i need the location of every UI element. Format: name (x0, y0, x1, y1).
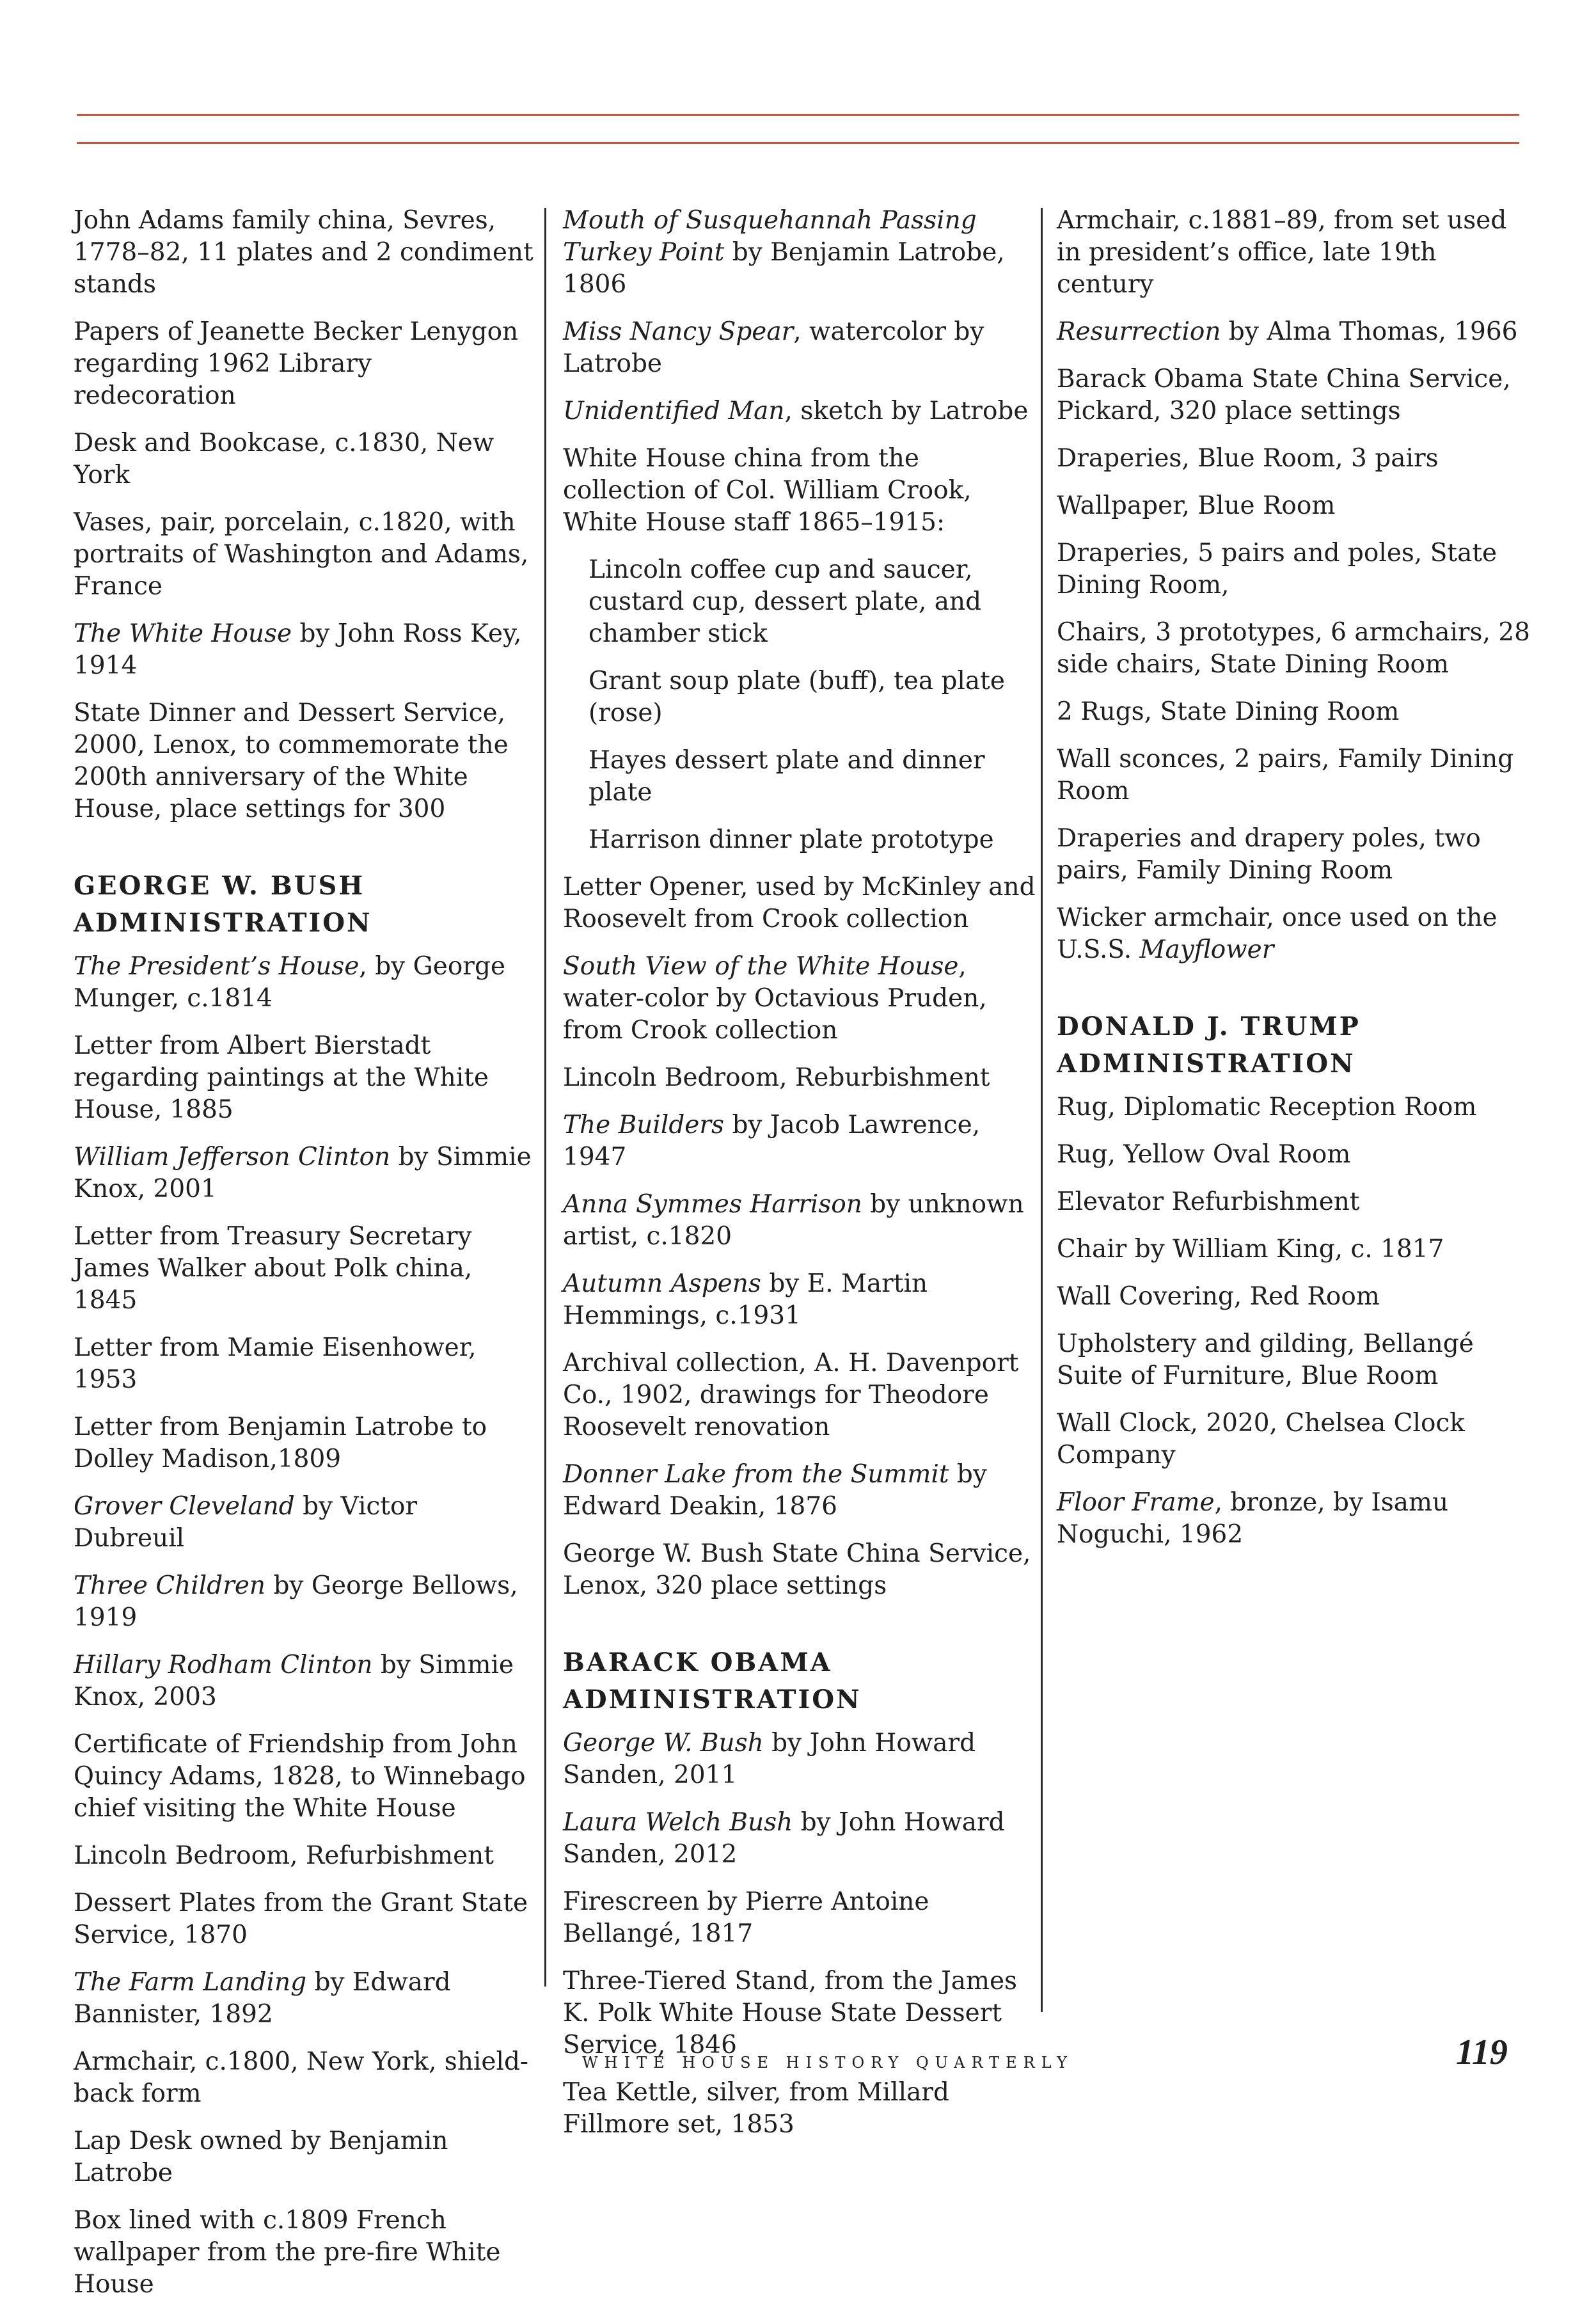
list-item (74, 2205, 534, 2301)
italic-title: Laura Welch Bush (563, 1808, 793, 1837)
italic-title: Anna Symmes Harrison (563, 1190, 862, 1219)
list-subitem (589, 554, 1036, 650)
list-item (74, 697, 534, 825)
list-item (563, 316, 1036, 380)
list-item (1057, 443, 1530, 475)
list-item (74, 1887, 534, 1951)
item-text: Draperies, 5 pairs and poles, State Dining Room, (1057, 539, 1497, 599)
list-item (74, 1221, 534, 1317)
item-text: John Adams family china, Sevres, 1778–82, 11 plates and 2 condiment stands (74, 206, 533, 299)
list-item (74, 1649, 534, 1713)
italic-title: William Jefferson Clinton (74, 1143, 391, 1171)
item-text: by Simmie Knox, 2001 (74, 1143, 532, 1203)
column-divider-1 (544, 208, 546, 1987)
list-item (563, 395, 1036, 427)
item-text: Wall Covering, Red Room (1057, 1282, 1380, 1311)
item-text: Chair by William King, c. 1817 (1057, 1235, 1444, 1264)
list-item (1057, 1408, 1530, 1471)
list-item (1057, 617, 1530, 681)
item-text: by E. Martin Hemmings, c.1931 (563, 1269, 928, 1330)
item-text: Papers of Jeanette Becker Lenygon regarding 1962 Library redecoration (74, 317, 519, 410)
list-item (563, 1189, 1036, 1253)
item-text: Letter from Albert Bierstadt regarding paintings at the White House, 1885 (74, 1031, 489, 1124)
list-subitem (589, 824, 1036, 856)
italic-title: The Farm Landing (74, 1968, 307, 1997)
item-text: Firescreen by Pierre Antoine Bellangé, 1817 (563, 1887, 929, 1948)
item-text: Armchair, c.1881–89, from set used in president’s office, late 19th century (1057, 206, 1507, 299)
item-text: Wall sconces, 2 pairs, Family Dining Room (1057, 745, 1514, 805)
item-text: Certificate of Friendship from John Quincy Adams, 1828, to Winnebago chief visiting the White House (74, 1730, 526, 1823)
page-number: 119 (1456, 2033, 1508, 2072)
list-item (563, 1727, 1036, 1791)
item-text: Upholstery and gilding, Bellangé Suite of Furniture, Blue Room (1057, 1329, 1474, 1390)
item-text: 2 Rugs, State Dining Room (1057, 697, 1400, 726)
item-text: Tea Kettle, silver, from Millard Fillmore set, 1853 (563, 2078, 949, 2139)
item-text: by John Ross Key, 1914 (74, 619, 522, 680)
list-subitem (589, 665, 1036, 729)
list-item (74, 507, 534, 603)
italic-title: South View of the White House (563, 952, 959, 981)
item-text: Dessert Plates from the Grant State Service, 1870 (74, 1889, 528, 1949)
list-item (1057, 1091, 1530, 1123)
item-text: by John Howard Sanden, 2012 (563, 1808, 1005, 1869)
italic-title: Autumn Aspens (563, 1269, 761, 1298)
list-item (74, 427, 534, 491)
item-text: , bronze, by Isamu Noguchi, 1962 (1057, 1488, 1449, 1549)
list-item (563, 1459, 1036, 1523)
italic-title: Hillary Rodham Clinton (74, 1651, 373, 1679)
item-text: by unknown artist, c.1820 (563, 1190, 1024, 1251)
italic-title: Floor Frame (1057, 1488, 1215, 1517)
list-item (1057, 823, 1530, 887)
list-item (74, 1030, 534, 1126)
list-item (1057, 1233, 1530, 1265)
item-text: Letter from Treasury Secretary James Walker about Polk china, 1845 (74, 1222, 473, 1315)
header-rule-top (77, 114, 1519, 116)
italic-title: Three Children (74, 1571, 266, 1600)
item-text: Lap Desk owned by Benjamin Latrobe (74, 2127, 448, 2187)
section-heading: BARACK OBAMA ADMINISTRATION (563, 1647, 862, 1715)
item-text: White House china from the collection of Col. William Crook, White House staff 1865–1915: (563, 444, 972, 537)
item-text: , watercolor by Latrobe (563, 317, 984, 378)
item-text: Chairs, 3 prototypes, 6 armchairs, 28 side chairs, State Dining Room (1057, 618, 1530, 679)
italic-title: Mayflower (1139, 935, 1274, 964)
item-text: Lincoln Bedroom, Refurbishment (74, 1841, 494, 1870)
list-item (74, 1332, 534, 1396)
item-text: Draperies and drapery poles, two pairs, Family Dining Room (1057, 824, 1481, 885)
list-subitem (589, 745, 1036, 809)
item-text: by Edward Bannister, 1892 (74, 1968, 451, 2029)
item-text: Three-Tiered Stand, from the James K. Polk White House State Dessert Service, 1846 (563, 1967, 1018, 2059)
italic-title: The President’s House (74, 952, 359, 981)
list-item (74, 1141, 534, 1205)
list-item (1057, 490, 1530, 522)
item-text: Lincoln Bedroom, Reburbishment (563, 1063, 990, 1092)
item-text: George W. Bush State China Service, Lenox, 320 place settings (563, 1539, 1031, 1600)
item-text: Elevator Refurbishment (1057, 1187, 1360, 1216)
list-item (74, 951, 534, 1015)
italic-title: George W. Bush (563, 1729, 764, 1757)
list-item (563, 1268, 1036, 1332)
list-item (563, 1965, 1036, 2061)
item-text: by Alma Thomas, 1966 (1221, 317, 1518, 346)
item-text: by Edward Deakin, 1876 (563, 1460, 987, 1521)
list-item (74, 1840, 534, 1872)
item-text: Wall Clock, 2020, Chelsea Clock Company (1057, 1409, 1465, 1470)
italic-title: Grover Cleveland (74, 1492, 295, 1521)
list-item (1057, 902, 1530, 966)
list-item (1057, 743, 1530, 807)
item-text: Archival collection, A. H. Davenport Co., 1902, drawings for Theodore Roosevelt renovation (563, 1349, 1019, 1441)
item-text: , by George Munger, c.1814 (74, 952, 505, 1013)
list-item (563, 443, 1036, 539)
italic-title: Donner Lake from the Summit (563, 1460, 949, 1489)
item-text: Draperies, Blue Room, 3 pairs (1057, 444, 1439, 473)
italic-title: Unidentified Man (563, 397, 785, 425)
item-text: State Dinner and Dessert Service, 2000, Lenox, to commemorate the 200th anniversary of the White House, place settings for 300 (74, 699, 509, 823)
list-item (74, 2125, 534, 2189)
item-text: Letter Opener, used by McKinley and Roosevelt from Crook collection (563, 873, 1036, 933)
list-item (1057, 205, 1530, 301)
item-text: , sketch by Latrobe (784, 397, 1029, 425)
item-text: by Victor Dubreuil (74, 1492, 418, 1553)
list-item (74, 1570, 534, 1634)
item-text: by George Bellows, 1919 (74, 1571, 518, 1632)
footer-publication-title: WHITE HOUSE HISTORY QUARTERLY (582, 2054, 1073, 2072)
list-item (563, 1347, 1036, 1443)
italic-title: The White House (74, 619, 292, 648)
list-item (1057, 696, 1530, 728)
column-divider-2 (1041, 208, 1043, 2012)
list-item (1057, 316, 1530, 348)
list-item (563, 2077, 1036, 2141)
section-heading: GEORGE W. BUSH ADMINISTRATION (74, 871, 372, 938)
list-item (74, 1491, 534, 1555)
item-text: Harrison dinner plate prototype (589, 825, 994, 854)
list-item (563, 1538, 1036, 1602)
list-item (74, 1729, 534, 1825)
list-item (563, 1062, 1036, 1094)
item-text: , water-color by Octavious Pruden, from Crook collection (563, 952, 987, 1045)
list-item (1057, 1487, 1530, 1551)
list-item (1057, 1328, 1530, 1392)
item-text: by Jacob Lawrence, 1947 (563, 1111, 981, 1171)
header-rule-bottom (77, 142, 1519, 144)
item-text: Armchair, c.1800, New York, shield-back form (74, 2047, 529, 2108)
list-item (74, 1411, 534, 1475)
item-text: Lincoln coffee cup and saucer, custard cup, dessert plate, and chamber stick (589, 555, 982, 648)
list-item (1057, 537, 1530, 601)
item-text: by Simmie Knox, 2003 (74, 1651, 514, 1711)
item-text: Hayes dessert plate and dinner plate (589, 746, 985, 807)
list-item (563, 1886, 1036, 1950)
list-item (74, 1967, 534, 2031)
column-2 (563, 205, 1036, 2156)
item-text: Wicker armchair, once used on the U.S.S. (1057, 903, 1497, 964)
item-text: Grant soup plate (buff), tea plate (rose) (589, 667, 1005, 727)
item-text: Desk and Bookcase, c.1830, New York (74, 429, 494, 489)
item-text: Rug, Yellow Oval Room (1057, 1140, 1351, 1169)
list-item (74, 2046, 534, 2110)
list-item (74, 618, 534, 682)
italic-title: The Builders (563, 1111, 725, 1139)
list-item (563, 205, 1036, 301)
list-item (1057, 1139, 1530, 1171)
list-item (1057, 1186, 1530, 1218)
item-text: by John Howard Sanden, 2011 (563, 1729, 976, 1789)
item-text: Letter from Benjamin Latrobe to Dolley Madison,1809 (74, 1413, 487, 1473)
item-text: Barack Obama State China Service, Pickard, 320 place settings (1057, 365, 1511, 425)
item-text: Wallpaper, Blue Room (1057, 491, 1336, 520)
section-heading: DONALD J. TRUMP ADMINISTRATION (1057, 1011, 1361, 1079)
list-item (563, 871, 1036, 935)
list-item (74, 316, 534, 412)
item-text: Rug, Diplomatic Reception Room (1057, 1093, 1477, 1122)
item-text: by Benjamin Latrobe, 1806 (563, 238, 1005, 299)
item-text: Box lined with c.1809 French wallpaper from the pre-fire White House (74, 2206, 501, 2299)
column-1 (74, 205, 534, 2316)
list-item (563, 951, 1036, 1047)
italic-title: Miss Nancy Spear (563, 317, 794, 346)
italic-title: Mouth of Susquehannah Passing Turkey Point (563, 206, 977, 267)
list-item (1057, 363, 1530, 427)
italic-title: Resurrection (1057, 317, 1221, 346)
column-3 (1057, 205, 1530, 1566)
list-item (1057, 1281, 1530, 1313)
item-text: Letter from Mamie Eisenhower, 1953 (74, 1333, 477, 1394)
list-item (563, 1807, 1036, 1871)
list-item (74, 205, 534, 301)
item-text: Vases, pair, porcelain, c.1820, with portraits of Washington and Adams, France (74, 508, 529, 601)
list-item (563, 1109, 1036, 1173)
